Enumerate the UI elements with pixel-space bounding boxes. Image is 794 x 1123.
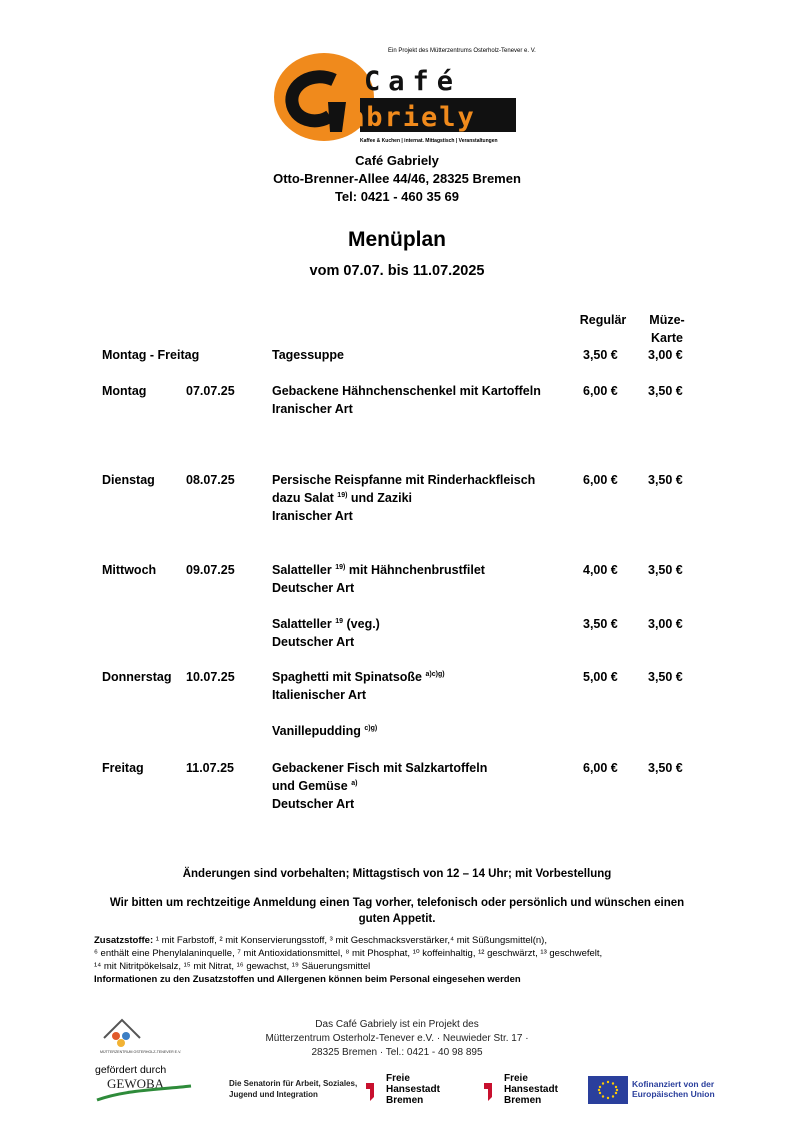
wednesday-day: Mittwoch	[102, 563, 157, 577]
friday-price-regular: 6,00 €	[583, 761, 618, 775]
funded-by-label: gefördert durch	[95, 1064, 167, 1076]
monday-price-regular: 6,00 €	[583, 384, 618, 398]
column-header-regular: Regulär	[579, 313, 627, 327]
senator-label: Die Senatorin für Arbeit, Soziales, Jugend und Integration	[229, 1079, 358, 1099]
page-subtitle: vom 07.07. bis 11.07.2025	[309, 263, 485, 279]
project-info: Das Café Gabriely ist ein Projekt des Mütterzentrum Osterholz-Tenever e.V. · Neuwieder Str. 17 · 28325 Bremen · Tel.: 0421 - 40 98 895	[265, 1019, 529, 1058]
tuesday-dish-line1: Persische Reispfanne mit Rinderhackfleisch	[272, 473, 536, 487]
friday-date: 11.07.25	[186, 761, 234, 775]
additives-line1: ¹ mit Farbstoff, ² mit Konservierungsstoff, ³ mit Geschmacksverstärker,⁴ mit Süßungsmittel(n),	[153, 935, 547, 946]
eu-cofinanced-logo: Kofinanziert von der Europäischen Union	[588, 1076, 718, 1104]
page-title: Menüplan	[348, 228, 446, 251]
tuesday-day: Dienstag	[102, 473, 155, 487]
thursday-date: 10.07.25	[186, 670, 235, 684]
thursday-day: Donnerstag	[102, 670, 172, 684]
wednesday-dish-line2: Deutscher Art	[272, 581, 355, 595]
tuesday-price-regular: 6,00 €	[583, 473, 618, 487]
allergen-info: Informationen zu den Zusatzstoffen und Allergenen können beim Personal eingesehen werden	[94, 974, 521, 985]
monday-dish-line1: Gebackene Hähnchenschenkel mit Kartoffeln	[272, 384, 541, 398]
cafe-logo	[272, 40, 536, 148]
soup-dish: Tagessuppe	[272, 348, 345, 362]
additives-legend	[94, 934, 704, 986]
friday-dish-line2: und Gemüse $^{a)}$	[272, 779, 358, 793]
friday-dish-line3: Deutscher Art	[272, 797, 355, 811]
column-header-muze-line2: Karte	[651, 331, 683, 345]
muetterzentrum-logo	[100, 1012, 182, 1058]
tuesday-price-muze: 3,50 €	[648, 473, 683, 487]
thursday-dish-line2: Italienischer Art	[272, 688, 367, 702]
tuesday-dish-line3: Iranischer Art	[272, 509, 353, 523]
thursday-dish-line1: Spaghetti mit Spinatsoße $^{a)c)g)}$	[272, 670, 445, 684]
soup-price-muze: 3,00 €	[648, 348, 683, 362]
column-header-muze-line1: Müze-	[649, 313, 685, 327]
bremen-key-icon	[480, 1079, 498, 1101]
additives-line3: ¹⁴ mit Nitritpökelsalz, ¹⁵ mit Nitrat, ¹⁶ gewachst, ¹⁹ Säuerungsmittel	[94, 961, 371, 972]
eu-flag-icon	[588, 1076, 628, 1104]
additives-line2: ⁶ enthält eine Phenylalaninquelle, ⁷ mit Antioxidationsmittel, ⁸ mit Phosphat, ¹⁰ koffeinhaltig, ¹² geschwärzt, ¹³ geschwefelt,	[94, 948, 603, 959]
thursday-price-muze: 3,50 €	[648, 670, 683, 684]
muetterzentrum-logo-text: MÜTTERZENTRUM OSTERHOLZ-TENEVER E.V.	[100, 1050, 182, 1054]
logo-word-gabriely: abriely	[348, 102, 476, 133]
friday-day: Freitag	[102, 761, 144, 775]
wednesday2-price-muze: 3,00 €	[648, 617, 683, 631]
friday-price-muze: 3,50 €	[648, 761, 683, 775]
tuesday-dish-line2: dazu Salat $^{19)}$ und Zaziki	[272, 491, 413, 505]
column-header-muze	[642, 311, 692, 347]
logo-subline: Kaffee & Kuchen | internat. Mittagstisch | Veranstaltungen	[360, 138, 498, 144]
gewoba-logo	[95, 1076, 195, 1104]
wednesday-price-regular: 4,00 €	[583, 563, 618, 577]
wednesday-date: 09.07.25	[186, 563, 235, 577]
additives-label: Zusatzstoffe:	[94, 935, 154, 946]
changes-notice: Änderungen sind vorbehalten; Mittagstisch von 12 – 14 Uhr; mit Vorbestellung	[182, 868, 612, 880]
wednesday2-price-regular: 3,50 €	[583, 617, 618, 631]
soup-price-regular: 3,50 €	[583, 348, 618, 362]
soup-day: Montag - Freitag	[102, 348, 200, 362]
wednesday-price-muze: 3,50 €	[648, 563, 683, 577]
cafe-phone: Tel: 0421 - 460 35 69	[334, 189, 460, 204]
friday-dish-line1: Gebackener Fisch mit Salzkartoffeln	[272, 761, 488, 775]
cafe-street: Otto-Brenner-Allee 44/46, 28325 Bremen	[273, 171, 521, 186]
cafe-name: Café Gabriely	[355, 153, 439, 168]
logo-tagline: Ein Projekt des Mütterzentrums Osterholz-Tenever e. V.	[388, 48, 536, 54]
thursday-dessert: Vanillepudding $^{c)g)}$	[272, 724, 378, 738]
registration-notice: Wir bitten um rechtzeitige Anmeldung einen Tag vorher, telefonisch oder persönlich und wünschen einen guten Appetit.	[109, 897, 685, 925]
tuesday-date: 08.07.25	[186, 473, 235, 487]
wednesday-dish-line1: Salatteller $^{19)}$ mit Hähnchenbrustfilet	[272, 563, 485, 577]
thursday-price-regular: 5,00 €	[583, 670, 618, 684]
monday-date: 07.07.25	[186, 384, 235, 398]
logo-word-cafe: Café	[364, 66, 462, 97]
wednesday2-dish-line1: Salatteller $^{19}$ (veg.)	[272, 617, 380, 631]
wednesday2-dish-line2: Deutscher Art	[272, 635, 355, 649]
monday-dish-line2: Iranischer Art	[272, 402, 353, 416]
svg-text:GEWOBA: GEWOBA	[107, 1076, 165, 1091]
monday-price-muze: 3,50 €	[648, 384, 683, 398]
monday-day: Montag	[102, 384, 147, 398]
bremen-key-icon	[362, 1079, 380, 1101]
